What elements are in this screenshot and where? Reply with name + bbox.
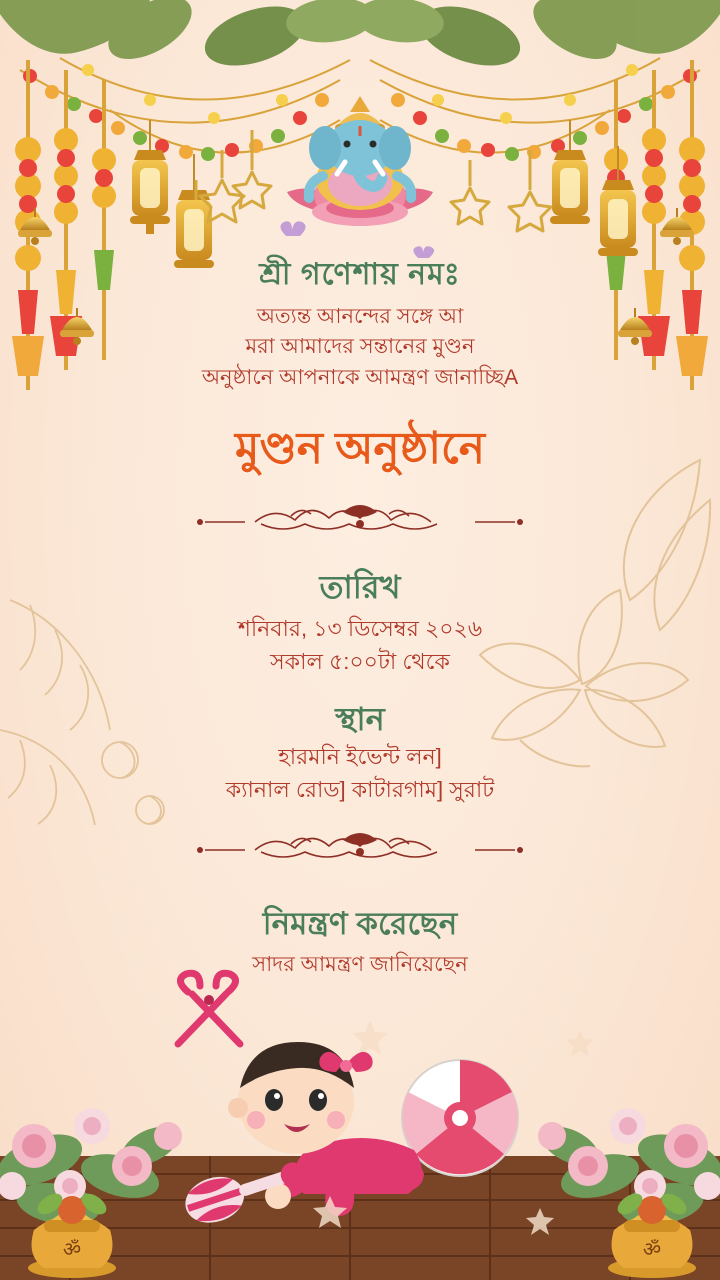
invitation-line-1: অত্যন্ত আনন্দের সঙ্গে আ (256, 305, 464, 328)
blessing-text: শ্রী গণেশায় নমঃ (259, 258, 461, 291)
scissors-icon (178, 973, 240, 1044)
venue-line-2: ক্যানাল রোড] কাটারগাম] সুরাট (225, 777, 495, 802)
date-heading: তারিখ (319, 569, 401, 605)
bottom-decoration (0, 960, 720, 1280)
host-heading: নিমন্ত্রণ করেছেন (262, 906, 458, 941)
floral-divider-top (0, 500, 720, 540)
event-title: মুণ্ডন অনুষ্ঠানে (235, 424, 485, 473)
ganesha-icon (275, 88, 445, 238)
date-details (0, 612, 720, 678)
venue-details (0, 740, 720, 806)
invitation-line-3: অনুষ্ঠানে আপনাকে আমন্ত্রণ জানাচ্ছিA (201, 365, 519, 389)
date-line-1: শনিবার, ১৩ ডিসেম্বর ২০২৬ (237, 616, 483, 641)
invitation-line-2: মরা আমাদের সন্তানের মুণ্ডন (245, 335, 475, 359)
venue-line-1: হারমনি ইভেন্ট লন] (278, 744, 442, 769)
svg-text:ॐ: ॐ (642, 1237, 662, 1261)
svg-text:ॐ: ॐ (62, 1237, 82, 1261)
venue-heading: স্থান (335, 701, 385, 737)
invitation-body (0, 302, 720, 393)
host-line: সাদর আমন্ত্রণ জানিয়েছেন (252, 953, 468, 976)
date-line-2: সকাল ৫:০০টা থেকে (270, 649, 450, 674)
floral-divider-bottom (0, 828, 720, 868)
